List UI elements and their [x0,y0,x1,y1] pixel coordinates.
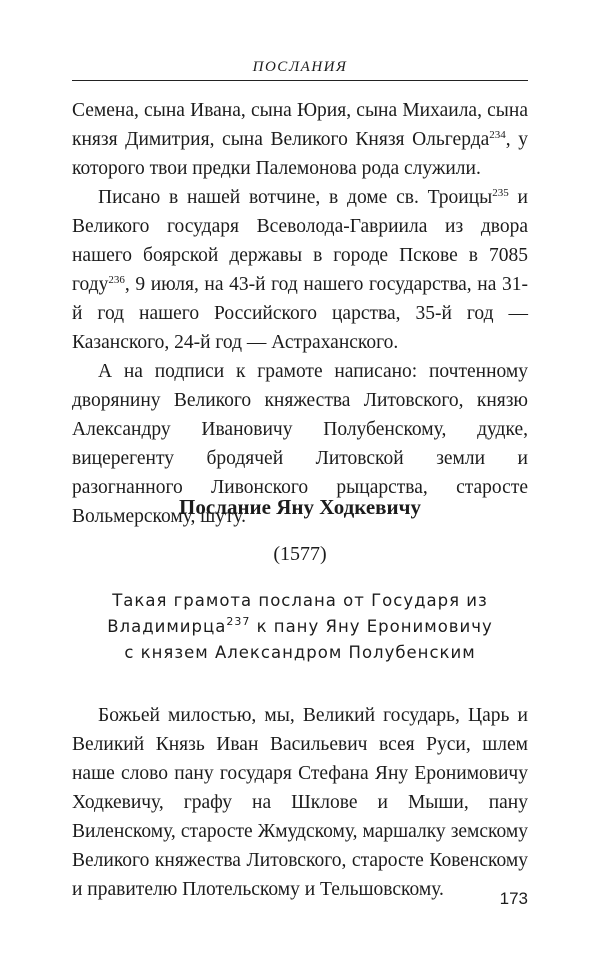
header-rule [72,80,528,81]
section-subtitle [72,588,528,666]
subtitle-line-2-text-end: к пану Яну Еронимовичу [250,617,493,636]
footnote-ref-236: 236 [108,274,125,286]
running-head: ПОСЛАНИЯ [252,59,348,75]
paragraph-salutation: Божьей милостью, мы, Великий государь, Царь и Великий Князь Иван Васильевич всея Руси, шлем наше слово пану государя Стефана Яну Еронимовичу Ходкевичу, графу на Шклове и Мыши, пану Виленскому, старосте Жмудскому, маршалку земскому Великого княжества Литовского, старосте Ковенскому и правителю Плотельскому и Тельшовскому. [72,705,528,900]
subtitle-line-2-text: Владимирца [107,617,227,636]
subtitle-line-3: с князем Александром Полубенским [124,643,476,662]
subtitle-line-1: Такая грамота послана от Государя из [112,591,488,610]
footnote-ref-237: 237 [226,615,251,628]
section-year: (1577) [273,543,327,565]
paragraph-dating-text: Писано в нашей вотчине, в доме св. Троицы [98,187,493,208]
top-text [72,96,528,531]
paragraph-dating-text-mid: и Великого государя Всеволода-Гавриила из двора нашего боярской державы в городе Пскове в 7085 году [72,187,528,295]
subtitle-line-2 [72,614,528,640]
footnote-ref-235: 235 [492,187,509,199]
letter-body [72,701,528,904]
paragraph-inscription: А на подписи к грамоте написано: почтенному дворянину Великого княжества Литовского, князю Александру Ивановичу Полубенскому, дудке, вицерегенту бродячей Литовской земли и разогнанного Ливонского рыцарства, старосте Вольмерскому, шуту. [72,361,528,527]
paragraph-dating-text-end: , 9 июля, на 43-й год нашего государства, на 31-й год нашего Российского царства, 35-й год — Казанского, 24-й год — Астраханского. [72,274,528,353]
paragraph-dating [72,183,528,357]
page-number: 173 [499,889,528,908]
paragraph-genealogy [72,96,528,183]
paragraph-genealogy-text: Семена, сына Ивана, сына Юрия, сына Михаила, сына князя Димитрия, сына Великого Князя Ольгерда [72,100,528,150]
footnote-ref-234: 234 [489,129,506,141]
section-title: Послание Яну Ходкевичу [179,495,421,519]
paragraph-genealogy-text-end: , у которого твои предки Палемонова рода служили. [72,129,529,179]
